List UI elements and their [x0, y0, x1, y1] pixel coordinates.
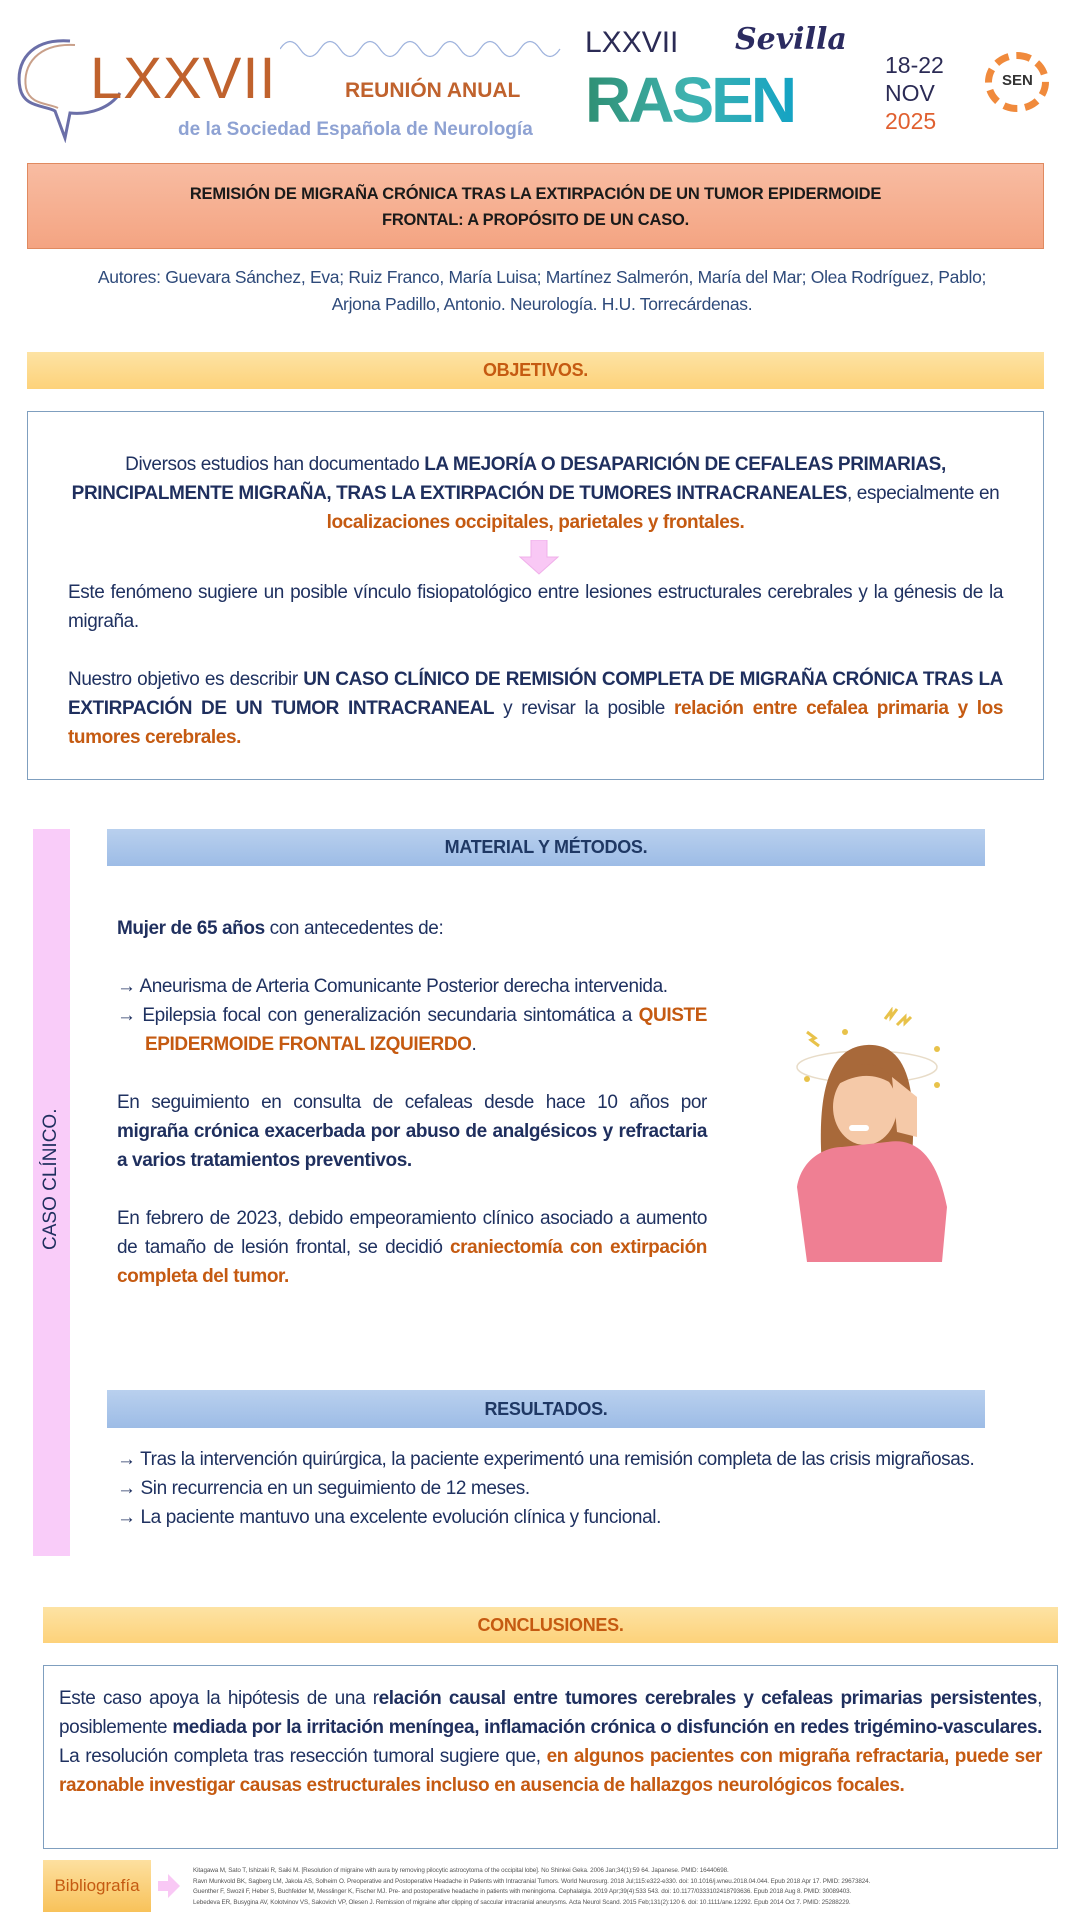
material-heading: MATERIAL Y MÉTODOS.: [107, 829, 985, 866]
reference: Lebedeva ER, Busygina AV, Kolotvinov VS, Sakovich VP, Olesen J. Remission of migraine after clipping of saccular intracranial aneurysms. Acta Neurol Scand. 2015 Feb;131(2):120 6. doi: 10.1111/ane.12292. Epub 2014 Oct 7. PMID: 25288229.: [193, 1898, 851, 1906]
rasen-logo: LXXVII Sevilla RASEN 18-22 NOV 2025: [585, 22, 944, 136]
congress-logo: LXXVII REUNIÓN ANUAL de la Sociedad Española de Neurología: [10, 28, 580, 152]
bibliografia-label: Bibliografía: [43, 1860, 151, 1912]
reference: Kitagawa M, Sato T, Ishizaki R, Saiki M. [Resolution of migraine with aura by removing pilocytic astrocytoma of the occipital lobe]. No Shinkei Geka. 2006 Jan;34(1):59 64. Japanese. PMID: 16440698.: [193, 1867, 729, 1874]
reference: Ravn Munkvold BK, Sagberg LM, Jakola AS, Solheim O. Preoperative and Postoperative Headache in Patients with Intracranial Tumors. World Neurosurg. 2018 Jul;115:e322-e330. doi: 10.1016/j.wneu.2018.04.044. Epub 2018 Apr 17. PMID: 29673824.: [193, 1877, 871, 1885]
objetivos-intro: Diversos estudios han documentado LA MEJORÍA O DESAPARICIÓN DE CEFALEAS PRIMARIAS, PRINCIPALMENTE MIGRAÑA, TRAS LA EXTIRPACIÓN DE TUMORES INTRACRANEALES, especialmente en localizaciones occipitales, parietales y frontales.: [71, 454, 1000, 533]
objetivos-p2: Este fenómeno sugiere un posible vínculo fisiopatológico entre lesiones estructurales cerebrales y la génesis de la migraña.: [68, 582, 1003, 632]
material-text: Mujer de 65 años con antecedentes de: → Aneurisma de Arteria Comunicante Posterior derecha intervenida. → Epilepsia focal con generalización secundaria sintomática a QUISTE EPIDERMOIDE FRONTAL IZQUIERDO. En seguimiento en consulta de cefaleas desde hace 10 años por migraña crónica exacerbada por abuso de analgésicos y refractaria a varios tratamientos preventivos. En febrero de 2023, debido empeoramiento clínico asociado a aumento de tamaño de lesión frontal, se decidió craniectomía con extirpación completa del tumor.: [117, 918, 707, 1287]
conclusiones-box: Este caso apoya la hipótesis de una relación causal entre tumores cerebrales y cefaleas primarias persistentes, posiblemente mediada por la irritación meníngea, inflamación crónica o disfunción en redes trigémino-vasculares. La resolución completa tras resección tumoral sugiere que, en algunos pacientes con migraña refractaria, puede ser razonable investigar causas estructurales incluso en ausencia de hallazgos neurológicos focales.: [43, 1665, 1058, 1849]
arrow-right-icon: [158, 1874, 180, 1898]
list-item: → La paciente mantuvo una excelente evolución clínica y funcional.: [117, 1507, 661, 1528]
arrow-down-icon: [518, 540, 560, 576]
bibliografia-list: [193, 1866, 1063, 1908]
sen-logo: SEN: [985, 52, 1055, 127]
list-item: → Epilepsia focal con generalización secundaria sintomática a QUISTE EPIDERMOIDE FRONTAL IZQUIERDO.: [117, 1005, 707, 1055]
conclusiones-heading: CONCLUSIONES.: [43, 1607, 1058, 1643]
authors: Autores: Guevara Sánchez, Eva; Ruiz Franco, María Luisa; Martínez Salmerón, María del Mar; Olea Rodríguez, Pablo; Arjona Padillo, Antonio. Neurología. H.U. Torrecárdenas.: [97, 267, 987, 314]
resultados-heading: RESULTADOS.: [107, 1390, 985, 1428]
objetivos-box: [27, 411, 1044, 780]
objetivos-p3: Nuestro objetivo es describir UN CASO CLÍNICO DE REMISIÓN COMPLETA DE MIGRAÑA CRÓNICA TRAS LA EXTIRPACIÓN DE UN TUMOR INTRACRANEAL y revisar la posible relación entre cefalea primaria y los tumores cerebrales.: [68, 669, 1004, 748]
wave-decoration-icon: [280, 34, 580, 64]
caso-clinico-sidebar: CASO CLÍNICO.: [33, 829, 70, 1556]
list-item: → Sin recurrencia en un seguimiento de 12 meses.: [117, 1478, 530, 1499]
list-item: → Aneurisma de Arteria Comunicante Posterior derecha intervenida.: [117, 976, 668, 997]
reference: Guenther F, Swozil F, Heber S, Buchfelder M, Messlinger K, Fischer MJ. Pre- and postoperative headache in patients with meningioma. Cephalalgia. 2019 Apr;39(4):533 543. doi: 10.1177/0333102418793636. Epub 2018 Aug 8. PMID: 30089403.: [193, 1888, 852, 1895]
poster-title: REMISIÓN DE MIGRAÑA CRÓNICA TRAS LA EXTIRPACIÓN DE UN TUMOR EPIDERMOIDE FRONTAL: A PROPÓSITO DE UN CASO.: [27, 163, 1044, 249]
headache-woman-illustration: [767, 1007, 967, 1262]
objetivos-heading: OBJETIVOS.: [27, 352, 1044, 389]
list-item: → Tras la intervención quirúrgica, la paciente experimentó una remisión completa de las crisis migrañosas.: [117, 1449, 975, 1470]
resultados-list: [117, 1445, 979, 1532]
